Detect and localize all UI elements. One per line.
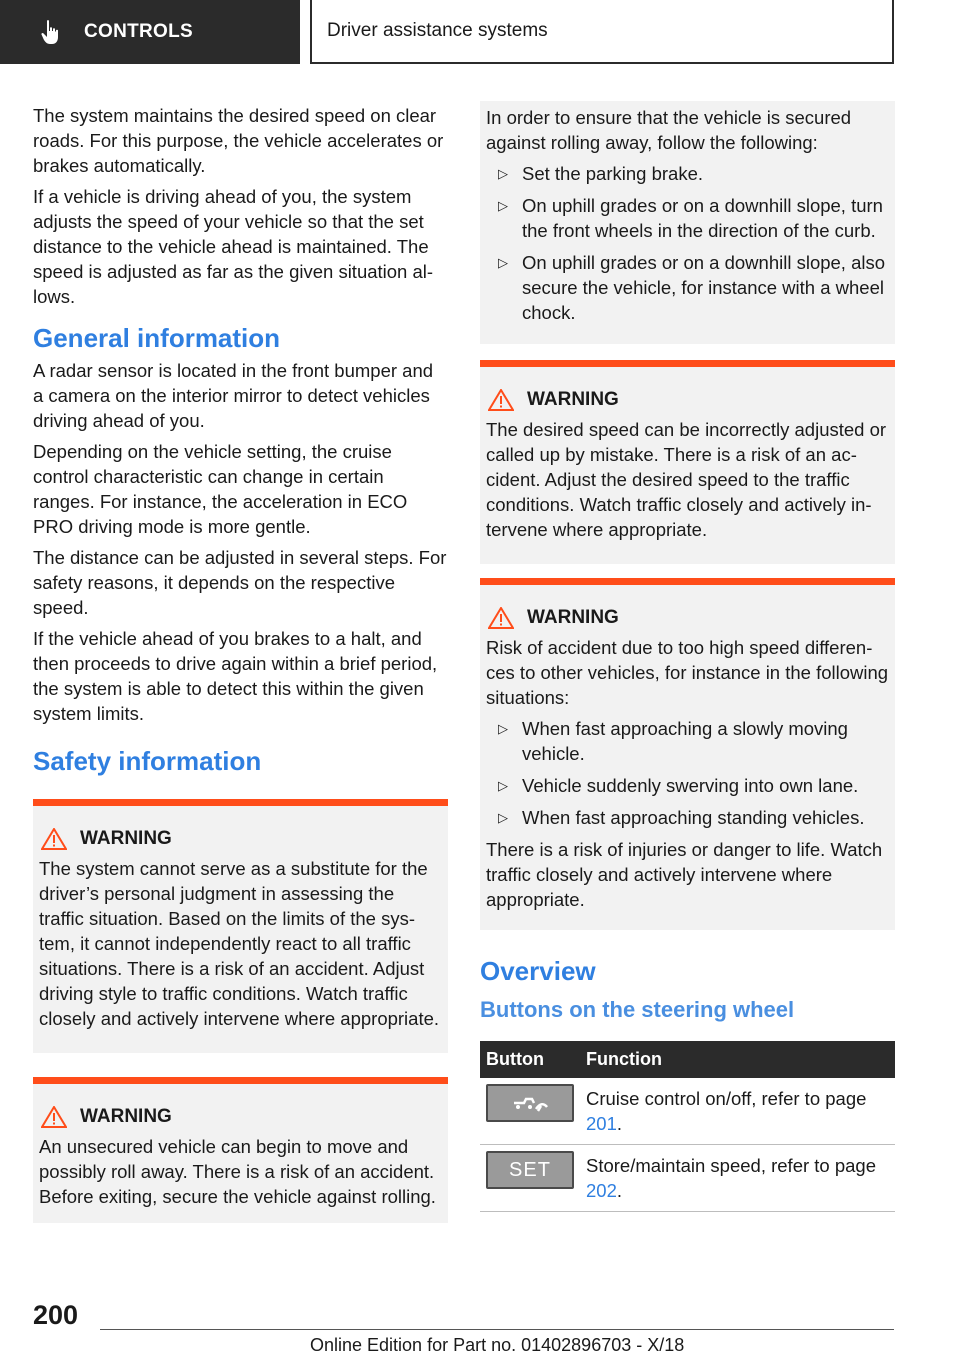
overview-heading: Overview [480,956,596,986]
section-title: CONTROLS [84,21,194,42]
warning-title: WARNING [527,607,619,628]
warning-box [480,360,895,564]
buttons-table [480,1041,895,1212]
general-paragraph: The distance can be adjusted in several steps. For safety reasons, it depends on the respective speed. [33,547,447,618]
warning-outro: There is a risk of injuries or danger to life. Watch traffic closely and actively intervene where appropriate. [486,839,883,910]
triangle-bullet-icon: ▷ [498,255,508,270]
warning-triangle-icon [488,607,514,629]
intro-paragraph: The system maintains the desired speed on clear roads. For this purpose, the vehicle accelerates or brakes automatically. [33,105,444,176]
warning-box [480,578,895,930]
warning-title: WARNING [80,1106,172,1127]
note-list [486,161,889,325]
set-button-icon: SET [486,1151,574,1189]
list-item: ▷ When fast approaching a slowly moving vehicle. [498,718,848,764]
function-cell: Store/maintain speed, refer to page 202. [580,1145,895,1212]
list-item: ▷ On uphill grades or on a downhill slope, turn the front wheels in the direction of the curb. [498,195,883,241]
table-header-row [480,1041,895,1078]
warning-box [33,1077,448,1223]
hand-pointer-icon [40,18,64,46]
right-column [480,101,895,1212]
triangle-bullet-icon: ▷ [498,198,508,213]
triangle-bullet-icon: ▷ [498,721,508,736]
warning-text: The desired speed can be incorrectly adjusted or called up by mistake. There is a risk of an accident. Adjust the desired speed to the traffic conditions. Watch traffic closely and actively intervene where appropriate. [486,419,887,540]
column-header-button: Button [480,1041,580,1078]
note-intro: In order to ensure that the vehicle is secured against rolling away, follow the following: [486,107,852,153]
warning-text: An unsecured vehicle can begin to move and possibly roll away. There is a risk of an accident. Before exiting, secure the vehicle against rolling. [39,1136,436,1207]
page-number: 200 [33,1300,79,1330]
footer-divider [100,1329,894,1330]
warning-text: The system cannot serve as a substitute for the driver’s personal judgment in assessing the traffic situation. Based on the limits of the system, it cannot independently react to all traffic situations. There is a risk of an accident. Adjust driving style to traffic conditions. Watch traffic closely and actively intervene where appropriate. [39,858,440,1029]
warning-triangle-icon [41,1106,67,1128]
chapter-title: Driver assistance systems [327,20,548,41]
safety-information-heading: Safety information [33,746,262,776]
warning-text: Risk of accident due to too high speed differences to other vehicles, for instance in the following situations: [486,637,889,708]
warning-triangle-icon [488,389,514,411]
general-paragraph: If the vehicle ahead of you brakes to a halt, and then proceeds to drive again within a brief period, the system is able to detect this within the given system limits. [33,628,438,724]
list-item: ▷ When fast approaching standing vehicles. [498,807,865,828]
buttons-heading: Buttons on the steering wheel [480,997,795,1022]
list-item: ▷ On uphill grades or on a downhill slope, also secure the vehicle, for instance with a wheel chock. [498,252,886,323]
triangle-bullet-icon: ▷ [498,166,508,181]
warning-title: WARNING [527,389,619,410]
warning-list [486,716,889,830]
table-row [480,1145,895,1212]
warning-title: WARNING [80,828,172,849]
triangle-bullet-icon: ▷ [498,810,508,825]
page-link[interactable]: 201 [586,1113,617,1134]
warning-box [33,799,448,1053]
left-column [33,103,448,1223]
note-box [480,101,895,344]
warning-triangle-icon [41,828,67,850]
general-information-heading: General information [33,323,281,353]
column-header-function: Function [580,1041,895,1078]
triangle-bullet-icon: ▷ [498,778,508,793]
general-paragraph: Depending on the vehicle setting, the cruise control characteristic can change in certain ranges. For instance, the acceleration in ECO PRO driving mode is more gentle. [33,441,408,537]
table-row [480,1078,895,1145]
general-paragraph: A radar sensor is located in the front bumper and a camera on the interior mirror to detect vehicles driving ahead of you. [33,360,434,431]
list-item: ▷ Vehicle suddenly swerving into own lane. [498,775,859,796]
function-cell: Cruise control on/off, refer to page 201. [580,1078,895,1145]
chapter-tab [310,0,894,64]
section-tab [0,0,300,64]
page-link[interactable]: 202 [586,1180,617,1201]
intro-paragraph: If a vehicle is driving ahead of you, the system adjusts the speed of your vehicle so that the set distance to the vehicle ahead is maintained. The speed is adjusted as far as the given situation allows. [33,186,434,307]
edition-note: Online Edition for Part no. 01402896703 - X/18 [310,1335,685,1355]
list-item: ▷ Set the parking brake. [498,163,703,184]
cruise-control-icon [486,1084,574,1122]
